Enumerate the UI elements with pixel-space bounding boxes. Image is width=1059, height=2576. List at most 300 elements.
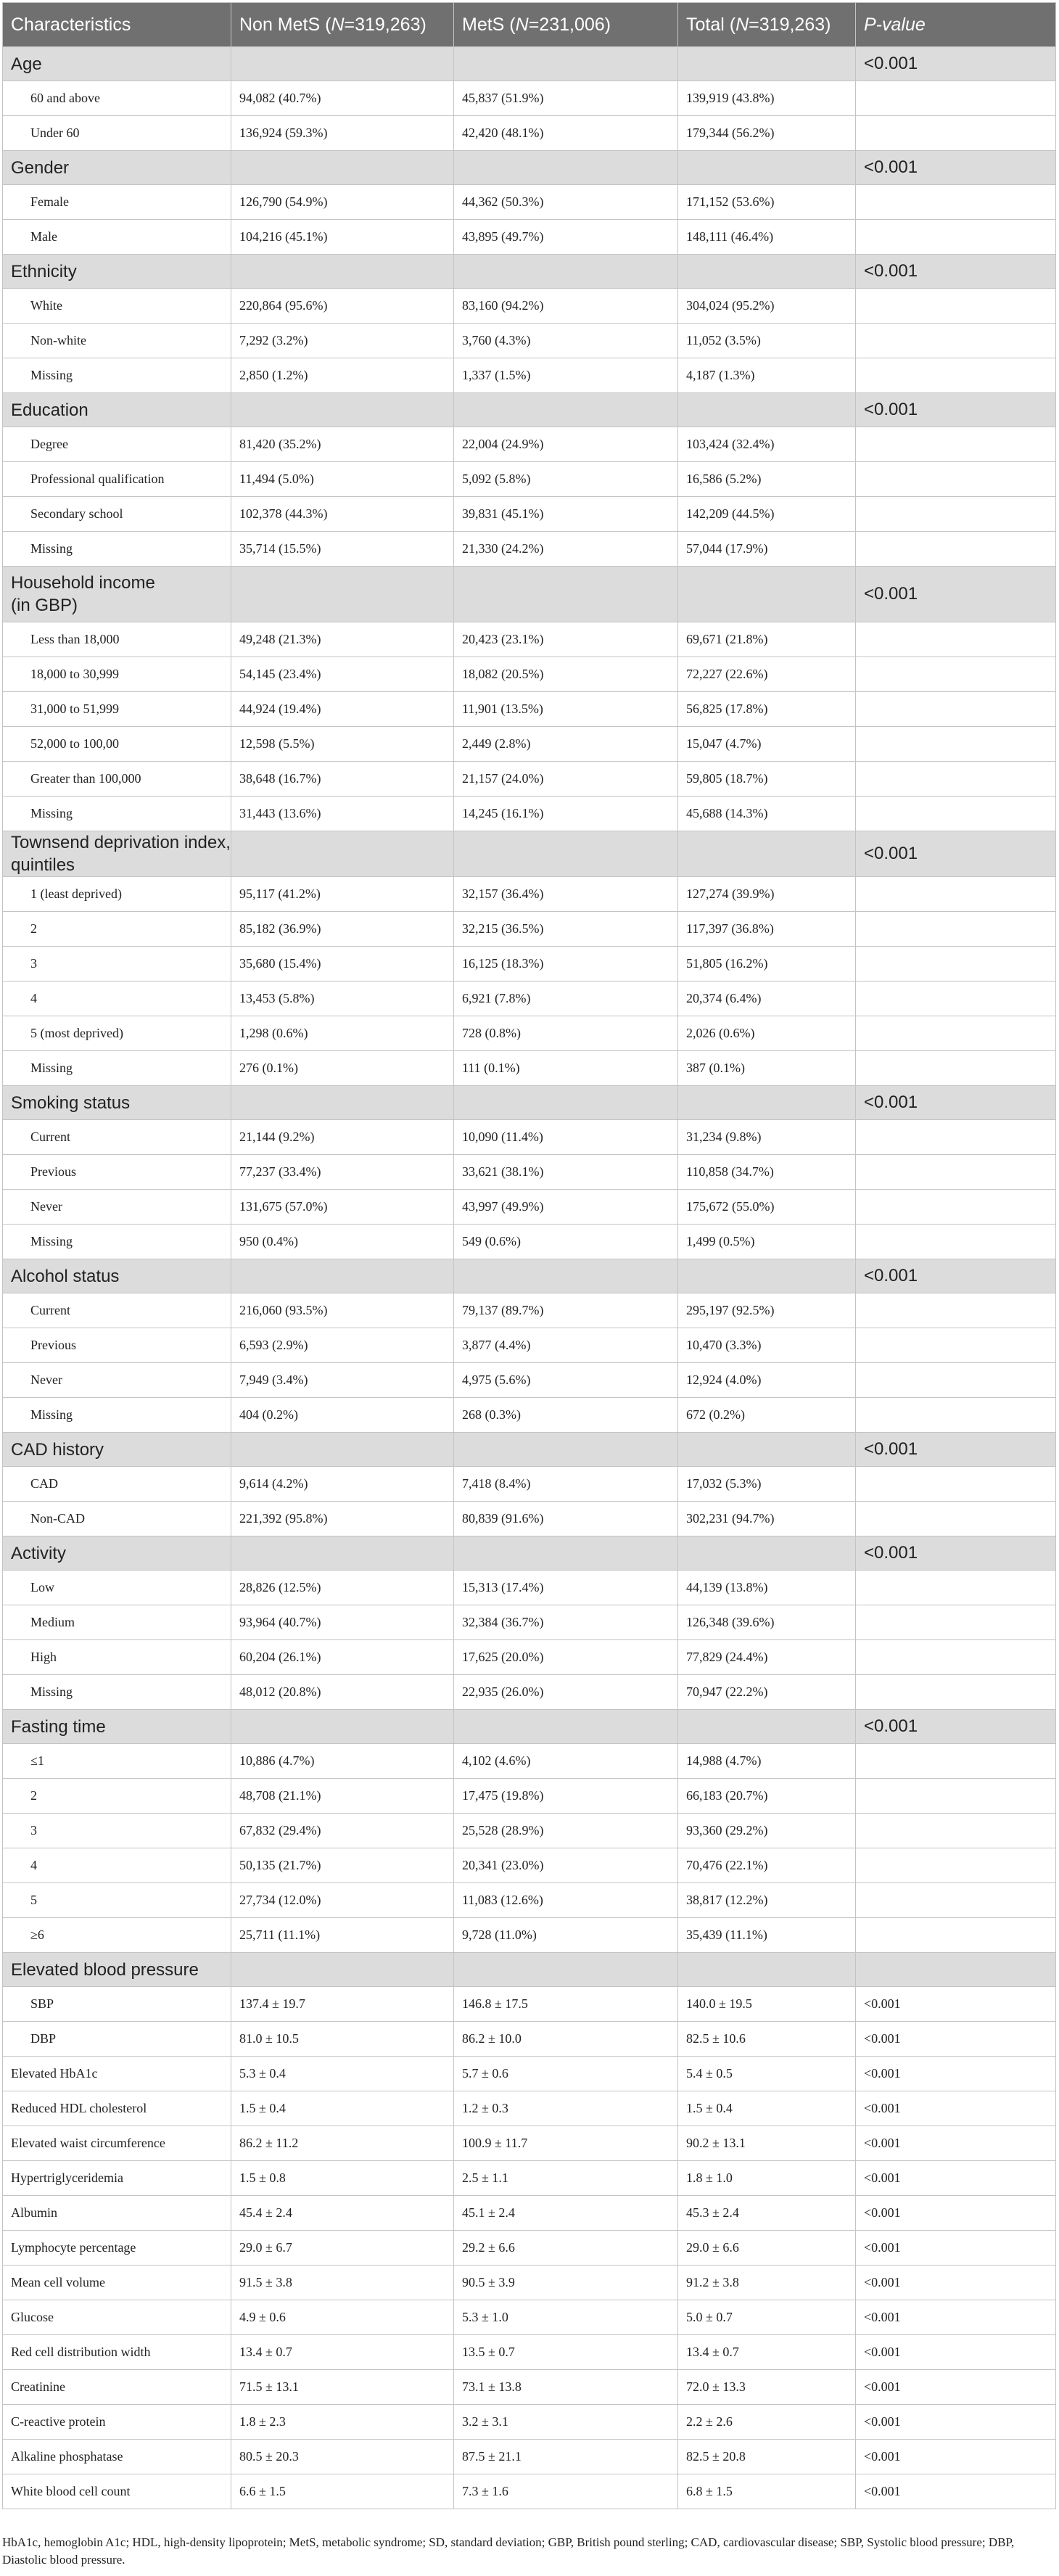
non-mets-value: 1,298 (0.6%) — [231, 1016, 454, 1051]
table-row — [3, 2022, 1056, 2057]
row-label: 4 — [3, 1848, 231, 1883]
table-header-row — [3, 3, 1056, 47]
row-label: Current — [3, 1293, 231, 1328]
non-mets-value: 85,182 (36.9%) — [231, 912, 454, 947]
section-title — [3, 831, 231, 877]
empty-cell — [231, 1953, 454, 1987]
non-mets-value: 6,593 (2.9%) — [231, 1328, 454, 1363]
non-mets-value: 93,964 (40.7%) — [231, 1605, 454, 1640]
total-value: 1.5 ± 0.4 — [678, 2091, 856, 2126]
section-title-text-line2: (in GBP) — [11, 596, 78, 615]
non-mets-value: 27,734 (12.0%) — [231, 1883, 454, 1918]
total-value: 16,586 (5.2%) — [678, 462, 856, 497]
p-value: <0.001 — [856, 2196, 1056, 2231]
p-value — [856, 1293, 1056, 1328]
mets-value: 5.3 ± 1.0 — [454, 2300, 678, 2335]
section-p-value: <0.001 — [856, 1710, 1056, 1744]
p-value: <0.001 — [856, 2370, 1056, 2405]
baseline-characteristics-table — [2, 2, 1056, 2509]
row-label: Professional qualification — [3, 462, 231, 497]
table-row — [3, 2474, 1056, 2509]
table-row — [3, 2440, 1056, 2474]
table-row — [3, 1120, 1056, 1155]
section-title-text: Education — [11, 400, 88, 420]
table-row — [3, 2370, 1056, 2405]
total-value: 11,052 (3.5%) — [678, 324, 856, 358]
section-p-value — [856, 1953, 1056, 1987]
row-label: Mean cell volume — [3, 2266, 231, 2300]
table-row — [3, 2300, 1056, 2335]
table-row — [3, 727, 1056, 762]
section-title — [3, 151, 231, 185]
table-row — [3, 1605, 1056, 1640]
table-row — [3, 532, 1056, 567]
mets-value: 80,839 (91.6%) — [454, 1502, 678, 1536]
empty-cell — [454, 151, 678, 185]
section-title — [3, 1433, 231, 1467]
table-row — [3, 1779, 1056, 1814]
row-label: Elevated waist circumference — [3, 2126, 231, 2161]
total-value: 91.2 ± 3.8 — [678, 2266, 856, 2300]
row-label: 2 — [3, 1779, 231, 1814]
table-row — [3, 877, 1056, 912]
non-mets-value: 71.5 ± 13.1 — [231, 2370, 454, 2405]
table-row — [3, 1502, 1056, 1536]
non-mets-value: 1.8 ± 2.3 — [231, 2405, 454, 2440]
empty-cell — [231, 255, 454, 289]
mets-value: 21,330 (24.2%) — [454, 532, 678, 567]
row-label: CAD — [3, 1467, 231, 1502]
row-label: Never — [3, 1190, 231, 1225]
mets-value: 3.2 ± 3.1 — [454, 2405, 678, 2440]
section-title — [3, 393, 231, 427]
mets-value: 17,475 (19.8%) — [454, 1779, 678, 1814]
section-header-row — [3, 47, 1056, 81]
table-row — [3, 1987, 1056, 2022]
total-value: 35,439 (11.1%) — [678, 1918, 856, 1953]
empty-cell — [454, 393, 678, 427]
total-value: 126,348 (39.6%) — [678, 1605, 856, 1640]
row-label: Current — [3, 1120, 231, 1155]
mets-value: 549 (0.6%) — [454, 1225, 678, 1259]
non-mets-value: 6.6 ± 1.5 — [231, 2474, 454, 2509]
table-row — [3, 2057, 1056, 2091]
table-row — [3, 81, 1056, 116]
non-mets-value: 45.4 ± 2.4 — [231, 2196, 454, 2231]
table-row — [3, 358, 1056, 393]
row-label: High — [3, 1640, 231, 1675]
p-value — [856, 727, 1056, 762]
non-mets-value: 7,292 (3.2%) — [231, 324, 454, 358]
total-value: 2.2 ± 2.6 — [678, 2405, 856, 2440]
non-mets-value: 28,826 (12.5%) — [231, 1571, 454, 1605]
table-row — [3, 220, 1056, 255]
non-mets-value: 80.5 ± 20.3 — [231, 2440, 454, 2474]
non-mets-value: 5.3 ± 0.4 — [231, 2057, 454, 2091]
empty-cell — [231, 567, 454, 622]
section-header-row — [3, 1710, 1056, 1744]
non-mets-value: 31,443 (13.6%) — [231, 797, 454, 831]
empty-cell — [454, 47, 678, 81]
row-label: White blood cell count — [3, 2474, 231, 2509]
non-mets-value: 220,864 (95.6%) — [231, 289, 454, 324]
table-row — [3, 692, 1056, 727]
mets-value: 14,245 (16.1%) — [454, 797, 678, 831]
total-value: 139,919 (43.8%) — [678, 81, 856, 116]
table-row — [3, 622, 1056, 657]
mets-value: 3,760 (4.3%) — [454, 324, 678, 358]
section-title — [3, 255, 231, 289]
mets-value: 83,160 (94.2%) — [454, 289, 678, 324]
p-value — [856, 1398, 1056, 1433]
total-value: 72.0 ± 13.3 — [678, 2370, 856, 2405]
table-row — [3, 2126, 1056, 2161]
row-label: Never — [3, 1363, 231, 1398]
total-value: 44,139 (13.8%) — [678, 1571, 856, 1605]
row-label: Less than 18,000 — [3, 622, 231, 657]
row-label: 1 (least deprived) — [3, 877, 231, 912]
mets-value: 6,921 (7.8%) — [454, 982, 678, 1016]
header-p-value: P-value — [856, 3, 1056, 47]
section-header-row — [3, 393, 1056, 427]
section-title — [3, 47, 231, 81]
mets-value: 16,125 (18.3%) — [454, 947, 678, 982]
empty-cell — [231, 151, 454, 185]
mets-value: 73.1 ± 13.8 — [454, 2370, 678, 2405]
empty-cell — [454, 1536, 678, 1571]
mets-value: 9,728 (11.0%) — [454, 1918, 678, 1953]
non-mets-value: 4.9 ± 0.6 — [231, 2300, 454, 2335]
total-value: 45,688 (14.3%) — [678, 797, 856, 831]
table-row — [3, 1640, 1056, 1675]
p-value: <0.001 — [856, 2091, 1056, 2126]
non-mets-value: 221,392 (95.8%) — [231, 1502, 454, 1536]
non-mets-value: 950 (0.4%) — [231, 1225, 454, 1259]
non-mets-value: 35,714 (15.5%) — [231, 532, 454, 567]
non-mets-value: 404 (0.2%) — [231, 1398, 454, 1433]
mets-value: 4,975 (5.6%) — [454, 1363, 678, 1398]
non-mets-value: 86.2 ± 11.2 — [231, 2126, 454, 2161]
table-row — [3, 324, 1056, 358]
non-mets-value: 131,675 (57.0%) — [231, 1190, 454, 1225]
empty-cell — [678, 1536, 856, 1571]
non-mets-value: 48,708 (21.1%) — [231, 1779, 454, 1814]
total-value: 142,209 (44.5%) — [678, 497, 856, 532]
total-value: 387 (0.1%) — [678, 1051, 856, 1086]
p-value — [856, 1675, 1056, 1710]
table-row — [3, 2196, 1056, 2231]
total-value: 17,032 (5.3%) — [678, 1467, 856, 1502]
mets-value: 22,004 (24.9%) — [454, 427, 678, 462]
row-label: C-reactive protein — [3, 2405, 231, 2440]
total-value: 6.8 ± 1.5 — [678, 2474, 856, 2509]
total-value: 127,274 (39.9%) — [678, 877, 856, 912]
section-header-row — [3, 1433, 1056, 1467]
table-row — [3, 2231, 1056, 2266]
p-value — [856, 1640, 1056, 1675]
table-row — [3, 1293, 1056, 1328]
empty-cell — [678, 1953, 856, 1987]
mets-value: 86.2 ± 10.0 — [454, 2022, 678, 2057]
total-value: 70,476 (22.1%) — [678, 1848, 856, 1883]
section-p-value: <0.001 — [856, 1433, 1056, 1467]
p-value — [856, 185, 1056, 220]
non-mets-value: 137.4 ± 19.7 — [231, 1987, 454, 2022]
row-label: Glucose — [3, 2300, 231, 2335]
non-mets-value: 35,680 (15.4%) — [231, 947, 454, 982]
total-value: 110,858 (34.7%) — [678, 1155, 856, 1190]
section-p-value: <0.001 — [856, 1536, 1056, 1571]
row-label: 4 — [3, 982, 231, 1016]
mets-value: 11,083 (12.6%) — [454, 1883, 678, 1918]
p-value — [856, 462, 1056, 497]
mets-value: 79,137 (89.7%) — [454, 1293, 678, 1328]
table-row — [3, 912, 1056, 947]
row-label: Alkaline phosphatase — [3, 2440, 231, 2474]
table-row — [3, 1814, 1056, 1848]
p-value — [856, 116, 1056, 151]
row-label: 18,000 to 30,999 — [3, 657, 231, 692]
table-row — [3, 2091, 1056, 2126]
total-value: 12,924 (4.0%) — [678, 1363, 856, 1398]
p-value — [856, 622, 1056, 657]
p-value — [856, 427, 1056, 462]
non-mets-value: 1.5 ± 0.4 — [231, 2091, 454, 2126]
section-title-text: CAD history — [11, 1439, 104, 1460]
non-mets-value: 7,949 (3.4%) — [231, 1363, 454, 1398]
section-title-text: Gender — [11, 157, 70, 178]
total-value: 5.4 ± 0.5 — [678, 2057, 856, 2091]
p-value — [856, 947, 1056, 982]
p-value — [856, 1467, 1056, 1502]
row-label: Missing — [3, 1675, 231, 1710]
row-label: 31,000 to 51,999 — [3, 692, 231, 727]
row-label: Non-white — [3, 324, 231, 358]
section-title-text: Elevated blood pressure — [11, 1959, 199, 1980]
total-value: 56,825 (17.8%) — [678, 692, 856, 727]
mets-value: 32,384 (36.7%) — [454, 1605, 678, 1640]
row-label: Male — [3, 220, 231, 255]
row-label: Missing — [3, 1051, 231, 1086]
non-mets-value: 81.0 ± 10.5 — [231, 2022, 454, 2057]
p-value — [856, 1363, 1056, 1398]
header-total: Total (N=319,263) — [678, 3, 856, 47]
table-row — [3, 947, 1056, 982]
header-mets: MetS (N=231,006) — [454, 3, 678, 47]
table-row — [3, 497, 1056, 532]
total-value: 38,817 (12.2%) — [678, 1883, 856, 1918]
total-value: 82.5 ± 20.8 — [678, 2440, 856, 2474]
table-row — [3, 1225, 1056, 1259]
non-mets-value: 38,648 (16.7%) — [231, 762, 454, 797]
empty-cell — [231, 831, 454, 877]
total-value: 10,470 (3.3%) — [678, 1328, 856, 1363]
total-value: 672 (0.2%) — [678, 1398, 856, 1433]
row-label: 3 — [3, 1814, 231, 1848]
mets-value: 146.8 ± 17.5 — [454, 1987, 678, 2022]
non-mets-value: 77,237 (33.4%) — [231, 1155, 454, 1190]
table-row — [3, 116, 1056, 151]
non-mets-value: 102,378 (44.3%) — [231, 497, 454, 532]
p-value — [856, 692, 1056, 727]
mets-value: 11,901 (13.5%) — [454, 692, 678, 727]
p-value — [856, 289, 1056, 324]
total-value: 304,024 (95.2%) — [678, 289, 856, 324]
total-value: 175,672 (55.0%) — [678, 1190, 856, 1225]
table-row — [3, 427, 1056, 462]
table-row — [3, 1744, 1056, 1779]
empty-cell — [678, 831, 856, 877]
section-p-value: <0.001 — [856, 47, 1056, 81]
table-row — [3, 1883, 1056, 1918]
row-label: Missing — [3, 797, 231, 831]
p-value: <0.001 — [856, 2335, 1056, 2370]
non-mets-value: 136,924 (59.3%) — [231, 116, 454, 151]
row-label: ≤1 — [3, 1744, 231, 1779]
empty-cell — [454, 1433, 678, 1467]
table-row — [3, 1467, 1056, 1502]
mets-value: 42,420 (48.1%) — [454, 116, 678, 151]
p-value — [856, 1883, 1056, 1918]
row-label: Female — [3, 185, 231, 220]
mets-value: 29.2 ± 6.6 — [454, 2231, 678, 2266]
table-row — [3, 1155, 1056, 1190]
table-row — [3, 2266, 1056, 2300]
total-value: 72,227 (22.6%) — [678, 657, 856, 692]
row-label: DBP — [3, 2022, 231, 2057]
section-title — [3, 1259, 231, 1293]
non-mets-value: 25,711 (11.1%) — [231, 1918, 454, 1953]
empty-cell — [678, 47, 856, 81]
total-value: 148,111 (46.4%) — [678, 220, 856, 255]
row-label: 5 (most deprived) — [3, 1016, 231, 1051]
p-value: <0.001 — [856, 2161, 1056, 2196]
mets-value: 15,313 (17.4%) — [454, 1571, 678, 1605]
p-value — [856, 877, 1056, 912]
p-value: <0.001 — [856, 2440, 1056, 2474]
mets-value: 1,337 (1.5%) — [454, 358, 678, 393]
mets-value: 45.1 ± 2.4 — [454, 2196, 678, 2231]
mets-value: 21,157 (24.0%) — [454, 762, 678, 797]
total-value: 140.0 ± 19.5 — [678, 1987, 856, 2022]
non-mets-value: 91.5 ± 3.8 — [231, 2266, 454, 2300]
non-mets-value: 216,060 (93.5%) — [231, 1293, 454, 1328]
empty-cell — [454, 1259, 678, 1293]
p-value — [856, 1502, 1056, 1536]
mets-value: 25,528 (28.9%) — [454, 1814, 678, 1848]
total-value: 59,805 (18.7%) — [678, 762, 856, 797]
total-value: 117,397 (36.8%) — [678, 912, 856, 947]
row-label: Reduced HDL cholesterol — [3, 2091, 231, 2126]
non-mets-value: 95,117 (41.2%) — [231, 877, 454, 912]
table-footnote: HbA1c, hemoglobin A1c; HDL, high-density lipoprotein; MetS, metabolic syndrome; SD, standard deviation; GBP, British pound sterling; CAD, cardiovascular disease; SBP, Systolic blood pressure; DBP, Diastolic blood pressure. — [2, 2535, 1015, 2567]
section-p-value: <0.001 — [856, 1259, 1056, 1293]
non-mets-value: 276 (0.1%) — [231, 1051, 454, 1086]
p-value — [856, 220, 1056, 255]
mets-value: 20,423 (23.1%) — [454, 622, 678, 657]
total-value: 2,026 (0.6%) — [678, 1016, 856, 1051]
p-value — [856, 358, 1056, 393]
mets-value: 13.5 ± 0.7 — [454, 2335, 678, 2370]
p-value: <0.001 — [856, 2474, 1056, 2509]
non-mets-value: 12,598 (5.5%) — [231, 727, 454, 762]
section-title-text: Townsend deprivation index, quintiles — [11, 833, 231, 875]
row-label: 2 — [3, 912, 231, 947]
p-value — [856, 1328, 1056, 1363]
mets-value: 1.2 ± 0.3 — [454, 2091, 678, 2126]
header-non-mets: Non MetS (N=319,263) — [231, 3, 454, 47]
row-label: Missing — [3, 1398, 231, 1433]
section-title — [3, 567, 231, 622]
p-value: <0.001 — [856, 2022, 1056, 2057]
table-row — [3, 1051, 1056, 1086]
total-value: 295,197 (92.5%) — [678, 1293, 856, 1328]
empty-cell — [678, 1086, 856, 1120]
section-header-row — [3, 255, 1056, 289]
section-title-text: Age — [11, 54, 42, 74]
non-mets-value: 2,850 (1.2%) — [231, 358, 454, 393]
table-row — [3, 462, 1056, 497]
empty-cell — [231, 1259, 454, 1293]
p-value — [856, 1744, 1056, 1779]
row-label: 5 — [3, 1883, 231, 1918]
row-label: Elevated HbA1c — [3, 2057, 231, 2091]
row-label: ≥6 — [3, 1918, 231, 1953]
total-value: 179,344 (56.2%) — [678, 116, 856, 151]
p-value — [856, 81, 1056, 116]
section-header-row — [3, 567, 1056, 622]
section-title-text: Fasting time — [11, 1716, 106, 1737]
section-title-text: Ethnicity — [11, 261, 77, 281]
total-value: 171,152 (53.6%) — [678, 185, 856, 220]
non-mets-value: 13.4 ± 0.7 — [231, 2335, 454, 2370]
mets-value: 17,625 (20.0%) — [454, 1640, 678, 1675]
row-label: Missing — [3, 1225, 231, 1259]
total-value: 103,424 (32.4%) — [678, 427, 856, 462]
total-value: 77,829 (24.4%) — [678, 1640, 856, 1675]
mets-value: 3,877 (4.4%) — [454, 1328, 678, 1363]
non-mets-value: 81,420 (35.2%) — [231, 427, 454, 462]
total-value: 14,988 (4.7%) — [678, 1744, 856, 1779]
mets-value: 728 (0.8%) — [454, 1016, 678, 1051]
p-value — [856, 324, 1056, 358]
section-p-value: <0.001 — [856, 151, 1056, 185]
p-value — [856, 1120, 1056, 1155]
mets-value: 2.5 ± 1.1 — [454, 2161, 678, 2196]
row-label: White — [3, 289, 231, 324]
p-value — [856, 497, 1056, 532]
total-value: 93,360 (29.2%) — [678, 1814, 856, 1848]
mets-value: 18,082 (20.5%) — [454, 657, 678, 692]
row-label: Greater than 100,000 — [3, 762, 231, 797]
empty-cell — [231, 1710, 454, 1744]
mets-value: 43,895 (49.7%) — [454, 220, 678, 255]
non-mets-value: 44,924 (19.4%) — [231, 692, 454, 727]
table-row — [3, 1190, 1056, 1225]
p-value: <0.001 — [856, 2405, 1056, 2440]
mets-value: 20,341 (23.0%) — [454, 1848, 678, 1883]
p-value: <0.001 — [856, 2126, 1056, 2161]
empty-cell — [231, 1433, 454, 1467]
non-mets-value: 21,144 (9.2%) — [231, 1120, 454, 1155]
section-title-text: Alcohol status — [11, 1266, 120, 1286]
empty-cell — [678, 255, 856, 289]
total-value: 1.8 ± 1.0 — [678, 2161, 856, 2196]
non-mets-value: 60,204 (26.1%) — [231, 1640, 454, 1675]
table-row — [3, 1675, 1056, 1710]
section-p-value: <0.001 — [856, 393, 1056, 427]
row-label: Albumin — [3, 2196, 231, 2231]
